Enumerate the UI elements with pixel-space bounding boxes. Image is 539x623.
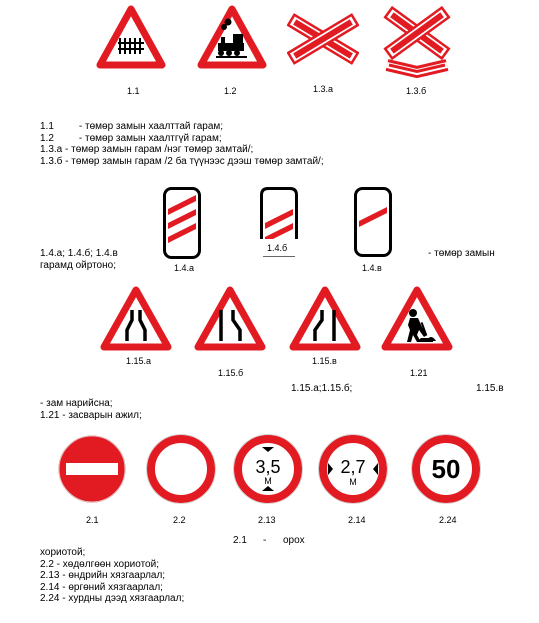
desc-code-1-2: 1.2 — [40, 132, 54, 144]
sign-1-15c-caption: 1.15.в — [312, 356, 337, 366]
row3-desc-narrows: - зам нарийсна; — [40, 398, 113, 409]
sign-2-14-value: 2,7 — [340, 457, 366, 477]
desc-code-1-3b: 1.3.б - — [40, 155, 69, 167]
sign-2-2-caption: 2.2 — [173, 515, 186, 525]
sign-2-2-no-traffic — [145, 433, 217, 505]
sign-1-3b-caption: 1.3.б — [406, 86, 427, 96]
sign-1-4b-two-stripes — [260, 187, 298, 239]
row4-desc-line: 2.24 - хурдны дээд хязгаарлал; — [40, 593, 185, 604]
sign-1-3a-caption: 1.3.а — [313, 84, 334, 94]
sign-1-4a-caption: 1.4.а — [174, 263, 195, 273]
sign-2-14-width-limit — [317, 433, 389, 505]
sign-2-13-height-limit — [232, 433, 304, 505]
sign-1-4a-three-stripes — [163, 187, 201, 259]
sign-1-4b-caption: 1.4.б — [267, 243, 288, 253]
sign-2-14-unit: М — [349, 477, 357, 487]
row3-desc-works: 1.21 - засварын ажил; — [40, 410, 142, 421]
sign-2-13-unit: М — [264, 476, 272, 486]
row4-line-word: орох — [283, 535, 305, 546]
sign-1-21-road-works — [381, 286, 453, 352]
sign-1-15b-caption: 1.15.б — [218, 368, 244, 378]
desc-text-1-1: - төмөр замын хаалттай гарам; — [78, 121, 224, 132]
desc-text-1-3a: төмөр замын гарам /нэг төмөр замтай/; — [71, 144, 254, 155]
row2-text-right: - төмөр замын — [428, 248, 495, 259]
desc-code-1-3a: 1.3.а - — [40, 144, 69, 155]
desc-text-1-2: - төмөр замын хаалтгүй гарам; — [78, 132, 222, 144]
row4-line-dash: - — [263, 535, 267, 546]
row4-desc-line: 2.2 - хөдөлгөөн хориотой; — [40, 558, 159, 570]
sign-1-21-caption: 1.21 — [410, 368, 428, 378]
sign-1-4c-one-stripe — [354, 187, 392, 257]
sign-2-14-caption: 2.14 — [348, 515, 366, 525]
sign-1-4b-underline — [263, 256, 295, 257]
sign-2-24-speed-limit — [410, 433, 482, 505]
sign-1-4c-caption: 1.4.в — [362, 263, 382, 273]
sign-2-24-value: 50 — [431, 454, 461, 484]
sign-2-24-caption: 2.24 — [439, 515, 457, 525]
row2-codes: 1.4.а; 1.4.б; 1.4.в — [40, 248, 118, 259]
row3-codes-right: 1.15.в — [476, 383, 504, 394]
desc-code-1-1: 1.1 — [40, 121, 54, 132]
sign-1-3a-single-track-cross — [287, 13, 359, 65]
sign-1-15a-caption: 1.15.а — [126, 356, 152, 366]
sign-2-13-caption: 2.13 — [258, 515, 276, 525]
row4-desc-line: хориотой; — [40, 547, 86, 558]
sign-1-15c-road-narrows-left — [289, 286, 361, 352]
row4-desc-line: 2.14 - өргөний хязгаарлал; — [40, 581, 163, 593]
sign-1-1-caption: 1.1 — [127, 86, 140, 96]
sign-2-1-caption: 2.1 — [86, 515, 99, 525]
sign-1-2-crossing-without-barrier — [197, 5, 267, 71]
desc-text-1-3b: төмөр замын гарам /2 ба түүнээс дээш төмөр замтай/; — [71, 155, 324, 167]
row4-line-code: 2.1 — [233, 535, 247, 546]
sign-1-15b-road-narrows-right — [194, 286, 266, 352]
row3-codes-mid: 1.15.а;1.15.б; — [291, 383, 353, 394]
sign-2-1-no-entry — [56, 433, 128, 505]
row2-text-line2: гарамд ойртоно; — [40, 260, 116, 271]
sign-1-1-crossing-with-barrier — [96, 5, 166, 71]
sign-1-15a-road-narrows-both — [100, 286, 172, 352]
row4-description — [40, 547, 184, 605]
row4-desc-line: 2.13 - өндрийн хязгаарлал; — [40, 570, 166, 581]
sign-2-13-value: 3,5 — [255, 457, 281, 477]
sign-1-2-caption: 1.2 — [224, 86, 237, 96]
sign-1-3b-double-track-cross — [381, 5, 453, 81]
row1-description — [40, 121, 324, 167]
